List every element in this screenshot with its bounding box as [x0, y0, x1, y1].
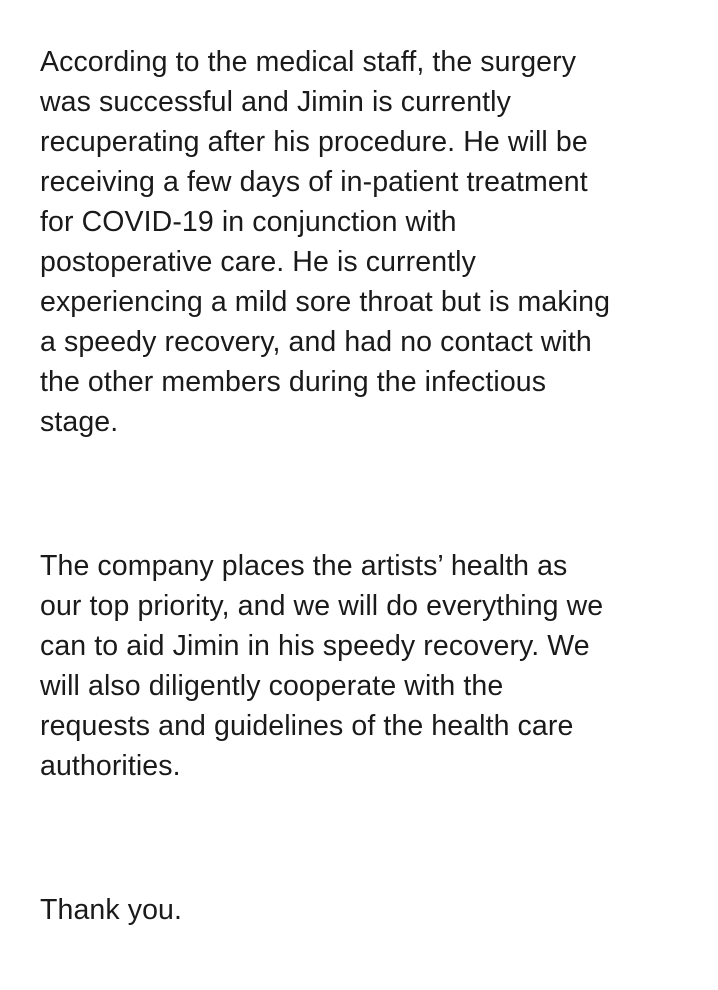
text-line: the other members during the infectious — [40, 366, 547, 398]
text-line: requests and guidelines of the health care — [40, 710, 574, 742]
paragraph-company-statement — [40, 546, 603, 786]
text-line: our top priority, and we will do everything we — [40, 590, 604, 622]
text-line: authorities. — [40, 750, 181, 782]
text-line: stage. — [40, 406, 119, 438]
text-line: postoperative care. He is currently — [40, 246, 476, 278]
text-line: Thank you. — [40, 894, 182, 926]
text-line: for COVID-19 in conjunction with — [40, 206, 457, 238]
text-line: experiencing a mild sore throat but is making — [40, 286, 611, 318]
text-line: a speedy recovery, and had no contact with — [40, 326, 592, 358]
text-line: The company places the artists’ health as — [40, 550, 568, 582]
paragraph-surgery-update — [40, 42, 610, 442]
paragraph-closing — [40, 890, 182, 930]
text-line: was successful and Jimin is currently — [40, 86, 511, 118]
text-line: According to the medical staff, the surgery — [40, 46, 577, 78]
text-line: can to aid Jimin in his speedy recovery. We — [40, 630, 590, 662]
text-line: receiving a few days of in-patient treatment — [40, 166, 588, 198]
text-line: will also diligently cooperate with the — [40, 670, 504, 702]
text-line: recuperating after his procedure. He will be — [40, 126, 588, 158]
